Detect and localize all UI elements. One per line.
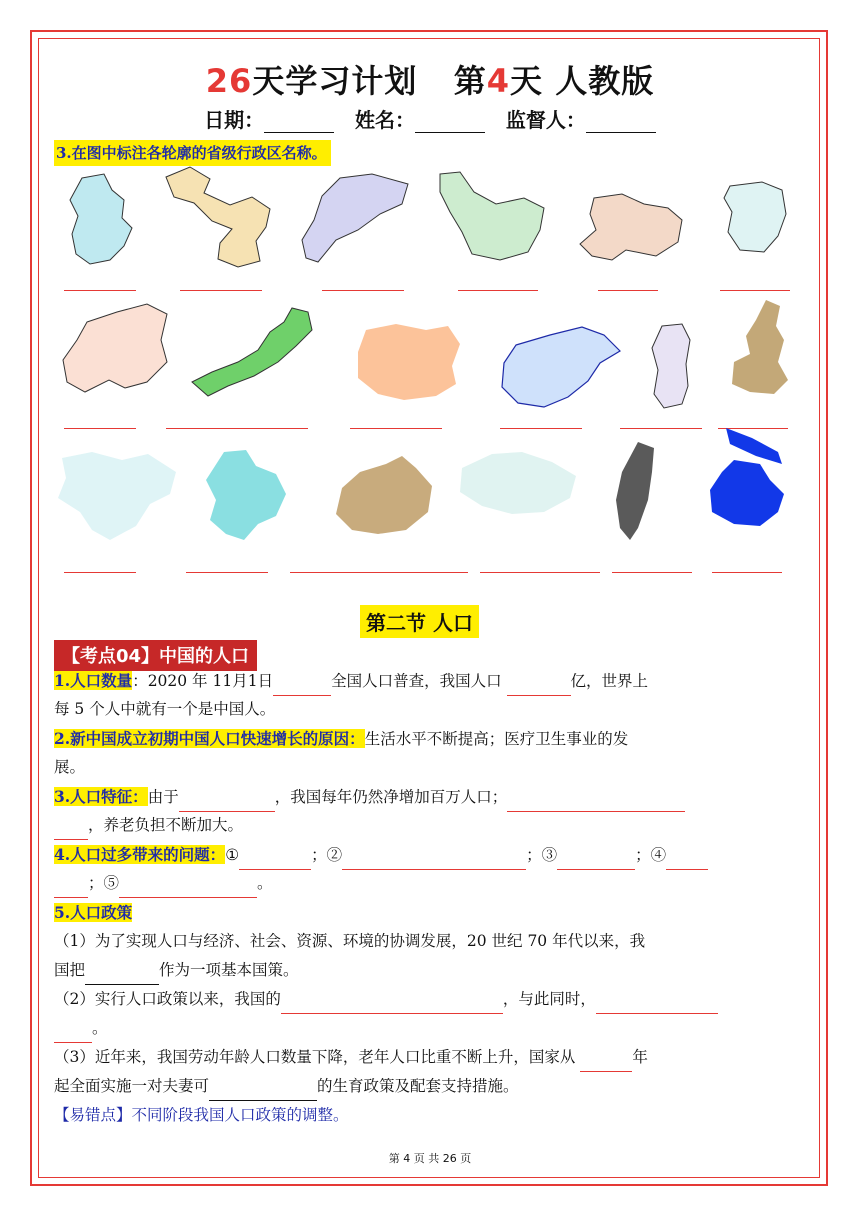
item-1-text-a: ：2020 年 11月1日 bbox=[132, 672, 274, 690]
item-4-num-2: ；② bbox=[311, 846, 343, 864]
answer-line-10[interactable] bbox=[500, 428, 582, 429]
item-5-1-line2 bbox=[54, 956, 806, 985]
province-map-17 bbox=[608, 438, 662, 544]
item-5-2-text-a: （2）实行人口政策以来，我国的 bbox=[54, 990, 281, 1008]
province-map-2 bbox=[160, 163, 280, 273]
item-2-text-a: 生活水平不断提高；医疗卫生事业的发 bbox=[364, 730, 629, 748]
answer-line-14[interactable] bbox=[186, 572, 268, 573]
answer-line-8[interactable] bbox=[166, 428, 308, 429]
province-map-11 bbox=[646, 320, 696, 412]
page-title bbox=[0, 56, 860, 102]
section-title: 第二节 人口 bbox=[360, 605, 479, 638]
item-5-2 bbox=[54, 985, 806, 1014]
item-4-line2 bbox=[54, 869, 806, 898]
item-5-1-text-b: 国把 bbox=[54, 961, 86, 979]
province-map-1 bbox=[62, 170, 142, 270]
title-day-suffix: 天 bbox=[510, 62, 544, 100]
item-4-num-1: ① bbox=[225, 846, 240, 864]
date-label: 日期： bbox=[204, 108, 265, 132]
province-map-10 bbox=[496, 323, 626, 411]
answer-line-3[interactable] bbox=[322, 290, 404, 291]
item-3-heading: 3.人口特征： bbox=[54, 787, 148, 806]
province-map-5 bbox=[574, 190, 689, 270]
answer-line-1[interactable] bbox=[64, 290, 136, 291]
blank-problem-3[interactable] bbox=[557, 849, 635, 870]
blank-child-count[interactable] bbox=[209, 1080, 317, 1101]
item-2-line2: 展。 bbox=[54, 758, 86, 776]
item-3-text-b: ，我国每年仍然净增加百万人口； bbox=[274, 788, 508, 806]
item-5 bbox=[54, 898, 806, 928]
title-day-number: 4 bbox=[486, 62, 511, 100]
province-map-18 bbox=[704, 424, 790, 530]
answer-line-5[interactable] bbox=[598, 290, 658, 291]
blank-census-order[interactable] bbox=[273, 675, 331, 696]
blank-problem-5[interactable] bbox=[119, 877, 257, 898]
blank-population[interactable] bbox=[507, 675, 571, 696]
item-4-num-4: ；④ bbox=[635, 846, 667, 864]
name-label: 姓名： bbox=[355, 108, 415, 132]
answer-line-6[interactable] bbox=[720, 290, 790, 291]
province-map-7 bbox=[55, 300, 175, 400]
page-number: 第 4 页 共 26 页 bbox=[388, 1152, 472, 1165]
answer-line-18[interactable] bbox=[712, 572, 782, 573]
answer-line-4[interactable] bbox=[458, 290, 538, 291]
title-number: 26 bbox=[205, 62, 253, 100]
title-day-prefix: 第 bbox=[453, 62, 487, 100]
item-1-heading: 1.人口数量 bbox=[54, 671, 133, 690]
province-map-12 bbox=[724, 296, 794, 400]
item-3-text-c: ，养老负担不断加大。 bbox=[88, 816, 244, 834]
item-1 bbox=[54, 666, 806, 696]
supervisor-field[interactable] bbox=[586, 114, 656, 133]
item-5-3 bbox=[54, 1043, 806, 1072]
date-field[interactable] bbox=[264, 114, 334, 133]
item-5-2-line2 bbox=[54, 1014, 806, 1043]
answer-line-16[interactable] bbox=[480, 572, 600, 573]
province-map-8 bbox=[188, 302, 318, 400]
blank-policy-year[interactable] bbox=[580, 1051, 632, 1072]
item-5-heading: 5.人口政策 bbox=[54, 903, 133, 922]
item-5-3-text-b: 年 bbox=[632, 1048, 648, 1066]
item-3-text-a: 由于 bbox=[147, 788, 179, 806]
item-3 bbox=[54, 782, 806, 812]
item-5-2-text-b: ，与此同时， bbox=[502, 990, 596, 1008]
item-5-1-text-c: 作为一项基本国策。 bbox=[159, 961, 299, 979]
title-edition: 人教版 bbox=[555, 62, 655, 100]
item-5-3-text-a: （3）近年来，我国劳动年龄人口数量下降，老年人口比重不断上升，国家从 bbox=[54, 1048, 576, 1066]
item-4-num-5: ；⑤ bbox=[88, 874, 120, 892]
province-map-16 bbox=[452, 448, 582, 520]
blank-feature-1[interactable] bbox=[179, 791, 275, 812]
question-3: 3.在图中标注各轮廓的省级行政区名称。 bbox=[54, 140, 331, 166]
item-5-3-text-d: 的生育政策及配套支持措施。 bbox=[317, 1077, 519, 1095]
item-1-text-b: 全国人口普查，我国人口 bbox=[331, 672, 502, 690]
title-plan: 天学习计划 bbox=[252, 62, 418, 100]
blank-policy-problem[interactable] bbox=[596, 993, 718, 1014]
blank-problem-2[interactable] bbox=[342, 849, 526, 870]
blank-policy-problem-cont[interactable] bbox=[54, 1022, 92, 1043]
item-2 bbox=[54, 724, 806, 754]
province-map-4 bbox=[432, 168, 552, 268]
answer-line-7[interactable] bbox=[64, 428, 136, 429]
answer-line-2[interactable] bbox=[180, 290, 262, 291]
answer-line-13[interactable] bbox=[64, 572, 136, 573]
item-5-3-line2 bbox=[54, 1072, 806, 1101]
kaodian-badge: 【考点04】中国的人口 bbox=[54, 640, 257, 671]
tip-error-prone: 【易错点】不同阶段我国人口政策的调整。 bbox=[54, 1106, 349, 1124]
name-field[interactable] bbox=[415, 114, 485, 133]
answer-line-15[interactable] bbox=[290, 572, 468, 573]
item-4 bbox=[54, 840, 806, 870]
item-4-heading: 4.人口过多带来的问题： bbox=[54, 845, 226, 864]
supervisor-label: 监督人： bbox=[505, 108, 586, 132]
blank-feature-2-cont[interactable] bbox=[54, 819, 88, 840]
answer-line-9[interactable] bbox=[350, 428, 442, 429]
province-map-6 bbox=[718, 176, 798, 266]
blank-policy-result[interactable] bbox=[281, 993, 503, 1014]
answer-line-17[interactable] bbox=[612, 572, 692, 573]
blank-problem-1[interactable] bbox=[239, 849, 311, 870]
item-3-line2 bbox=[54, 811, 806, 840]
blank-problem-4[interactable] bbox=[666, 849, 708, 870]
item-5-2-text-c: 。 bbox=[92, 1019, 108, 1037]
province-map-9 bbox=[352, 320, 464, 402]
item-1-line2: 每 5 个人中就有一个是中国人。 bbox=[54, 700, 276, 718]
province-map-15 bbox=[330, 452, 438, 538]
item-2-heading: 2.新中国成立初期中国人口快速增长的原因： bbox=[54, 729, 365, 748]
meta-row bbox=[0, 104, 860, 133]
blank-feature-2[interactable] bbox=[507, 791, 685, 812]
blank-problem-4-cont[interactable] bbox=[54, 877, 88, 898]
answer-line-11[interactable] bbox=[620, 428, 702, 429]
item-1-text-c: 亿，世界上 bbox=[570, 672, 649, 690]
province-map-3 bbox=[296, 170, 416, 270]
blank-basic-policy[interactable] bbox=[85, 964, 159, 985]
province-map-13 bbox=[52, 448, 182, 544]
item-5-3-text-c: 起全面实施一对夫妻可 bbox=[54, 1077, 210, 1095]
item-4-num-3: ；③ bbox=[526, 846, 558, 864]
item-5-1: （1）为了实现人口与经济、社会、资源、环境的协调发展，20 世纪 70 年代以来，我 bbox=[54, 932, 646, 950]
item-4-end: 。 bbox=[257, 874, 273, 892]
province-map-14 bbox=[200, 446, 292, 546]
